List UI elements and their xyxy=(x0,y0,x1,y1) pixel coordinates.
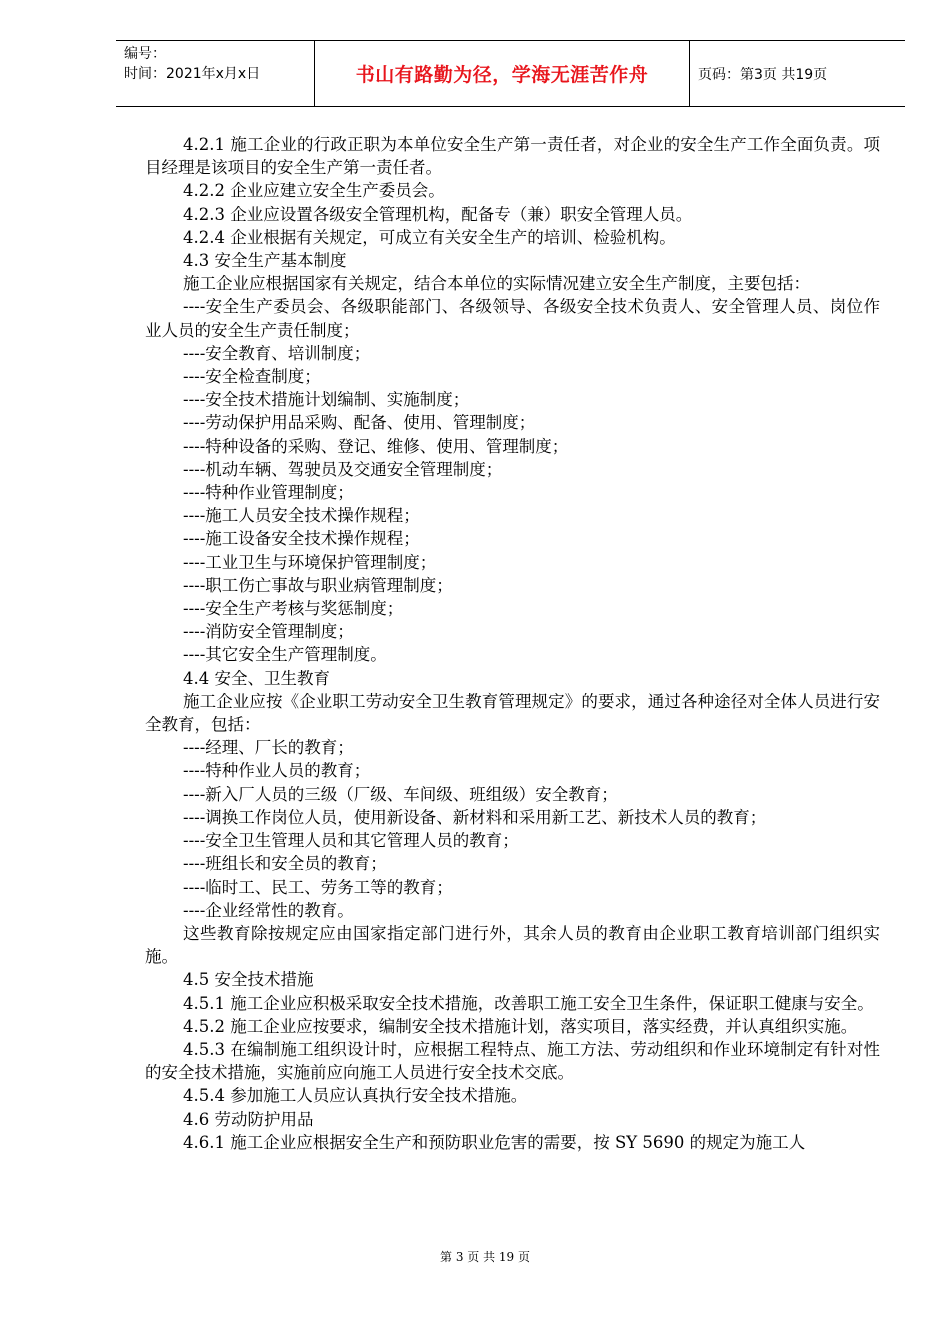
list-item: ----工业卫生与环境保护管理制度； xyxy=(183,552,437,572)
document-body xyxy=(145,133,880,1154)
list-item: ----安全检查制度； xyxy=(183,367,321,387)
paragraph: 4.5.2 施工企业应按要求，编制安全技术措施计划，落实项目，落实经费，并认真组织实施。 xyxy=(183,1016,858,1036)
paragraph: 4.5.4 参加施工人员应认真执行安全技术措施。 xyxy=(183,1086,528,1106)
paragraph: 4.2.1 施工企业的行政正职为本单位安全生产第一责任者，对企业的安全生产工作全面负责。项目经理是该项目的安全生产第一责任者。 xyxy=(145,135,880,178)
list-item: ----新入厂人员的三级（厂级、车间级、班组级）安全教育； xyxy=(183,784,618,804)
section-heading: 4.6 劳动防护用品 xyxy=(183,1109,314,1129)
list-item: ----安全卫生管理人员和其它管理人员的教育； xyxy=(183,831,519,851)
paragraph: 4.5.3 在编制施工组织设计时，应根据工程特点、施工方法、劳动组织和作业环境制定有针对性的安全技术措施，实施前应向施工人员进行安全技术交底。 xyxy=(145,1039,880,1083)
header-motto: 书山有路勤为径，学海无涯苦作舟 xyxy=(315,41,690,106)
list-item: ----职工伤亡事故与职业病管理制度； xyxy=(183,575,453,595)
paragraph: 4.5.1 施工企业应积极采取安全技术措施，改善职工施工安全卫生条件，保证职工健康与安全。 xyxy=(183,993,874,1013)
section-heading: 4.4 安全、卫生教育 xyxy=(183,668,330,688)
list-item: ----安全教育、培训制度； xyxy=(183,343,371,363)
list-item: ----施工人员安全技术操作规程； xyxy=(183,506,420,526)
list-item: ----班组长和安全员的教育； xyxy=(183,854,387,874)
list-item: ----特种作业管理制度； xyxy=(183,483,354,503)
list-item: ----安全技术措施计划编制、实施制度； xyxy=(183,390,470,410)
page-footer: 第 3 页 共 19 页 xyxy=(440,1250,530,1264)
list-item: ----经理、厂长的教育； xyxy=(183,738,354,758)
document-time-label: 时间：2021年x月x日 xyxy=(124,66,261,82)
list-item: ----其它安全生产管理制度。 xyxy=(183,645,387,665)
paragraph: 这些教育除按规定应由国家指定部门进行外，其余人员的教育由企业职工教育培训部门组织实施。 xyxy=(145,923,880,967)
section-heading: 4.5 安全技术措施 xyxy=(183,970,314,990)
paragraph: 4.2.2 企业应建立安全生产委员会。 xyxy=(183,181,445,201)
list-item: ----施工设备安全技术操作规程； xyxy=(183,529,420,549)
list-item: ----安全生产委员会、各级职能部门、各级领导、各级安全技术负责人、安全管理人员、岗位作业人员的安全生产责任制度； xyxy=(145,297,880,340)
list-item: ----劳动保护用品采购、配备、使用、管理制度； xyxy=(183,413,536,433)
list-item: ----特种设备的采购、登记、维修、使用、管理制度； xyxy=(183,436,569,456)
paragraph: 施工企业应根据国家有关规定，结合本单位的实际情况建立安全生产制度，主要包括： xyxy=(183,274,810,294)
page-header xyxy=(116,40,905,107)
paragraph: 4.2.4 企业根据有关规定，可成立有关安全生产的培训、检验机构。 xyxy=(183,227,676,247)
paragraph: 施工企业应按《企业职工劳动安全卫生教育管理规定》的要求，通过各种途径对全体人员进行安全教育，包括： xyxy=(145,691,880,735)
paragraph: 4.2.3 企业应设置各级安全管理机构，配备专（兼）职安全管理人员。 xyxy=(183,204,693,224)
list-item: ----调换工作岗位人员，使用新设备、新材料和采用新工艺、新技术人员的教育； xyxy=(183,807,767,827)
header-page-label: 页码：第3页 共19页 xyxy=(698,66,828,83)
section-heading: 4.3 安全生产基本制度 xyxy=(183,251,347,271)
list-item: ----企业经常性的教育。 xyxy=(183,900,354,920)
list-item: ----机动车辆、驾驶员及交通安全管理制度； xyxy=(183,459,503,479)
list-item: ----特种作业人员的教育； xyxy=(183,761,371,781)
document-number-label: 编号： xyxy=(124,46,166,62)
paragraph: 4.6.1 施工企业应根据安全生产和预防职业危害的需要，按 SY 5690 的规定为施工人 xyxy=(183,1132,806,1152)
list-item: ----消防安全管理制度； xyxy=(183,622,354,642)
list-item: ----安全生产考核与奖惩制度； xyxy=(183,599,404,619)
list-item: ----临时工、民工、劳务工等的教育； xyxy=(183,877,453,897)
header-meta xyxy=(116,41,315,106)
